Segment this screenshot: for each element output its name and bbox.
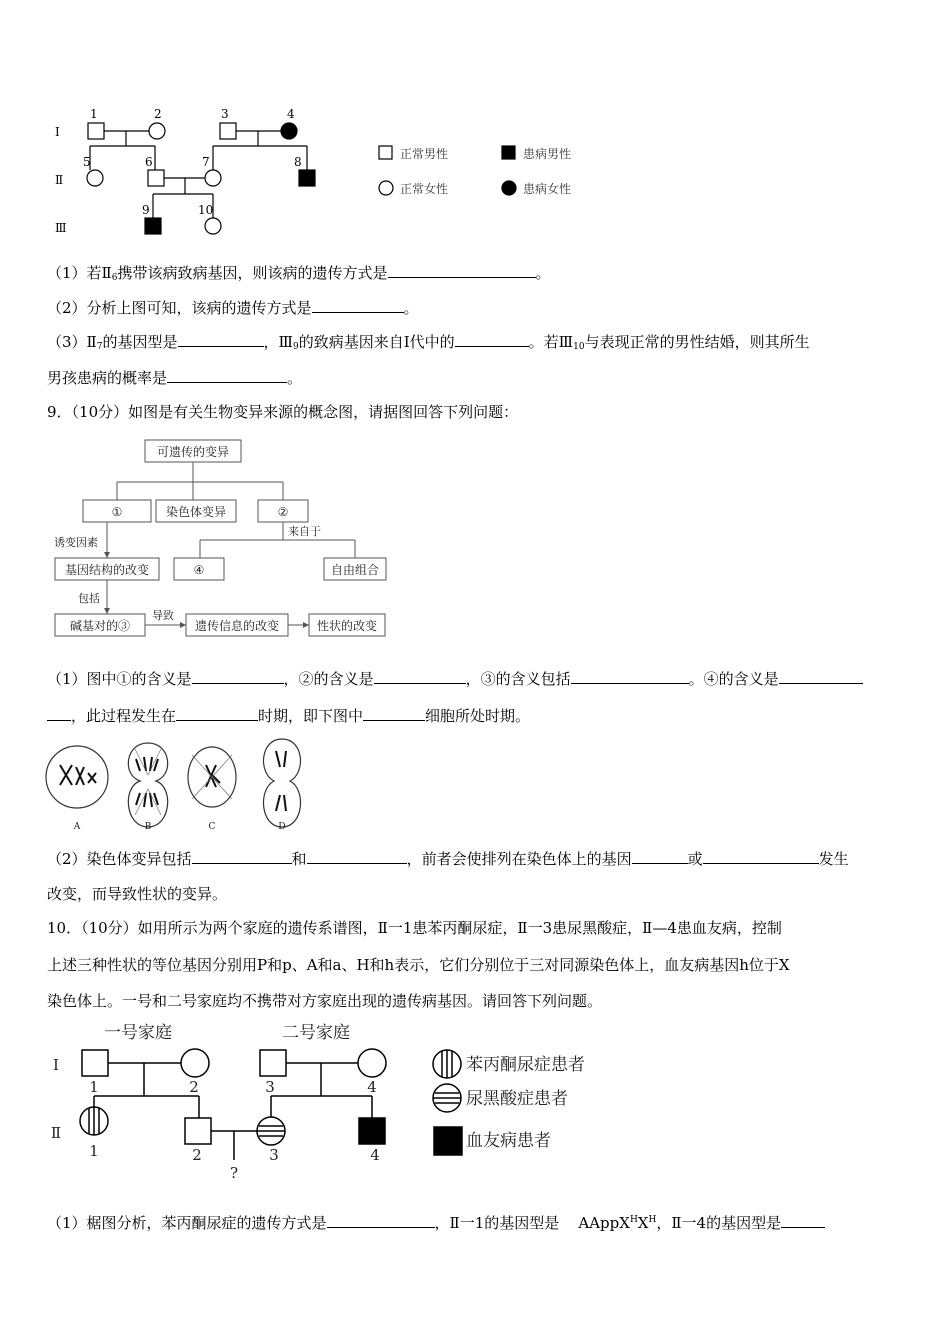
cell-label: A xyxy=(73,822,81,832)
q8-person-number: 4 xyxy=(287,107,295,121)
cell-label: D xyxy=(278,822,286,832)
cm-lead-label: 导致 xyxy=(152,609,174,622)
cm-gene-change-label: 基因结构的改变 xyxy=(64,563,150,577)
q8-ii6-normal-male xyxy=(148,170,164,186)
q8-i2-normal-female xyxy=(149,123,165,139)
cell-a xyxy=(46,746,108,808)
cm-base-label: 碱基对的③ xyxy=(69,619,131,633)
q8-ii7-normal-female xyxy=(205,170,221,186)
q8-gen-label: Ⅱ xyxy=(55,173,64,187)
q10-number: 4 xyxy=(367,1078,377,1096)
legend-affected-male-icon xyxy=(502,146,515,159)
q10-gen-label: Ⅰ xyxy=(53,1056,59,1074)
q10-f1-i2-female xyxy=(181,1049,209,1077)
q8-i4-affected-female xyxy=(281,123,297,139)
q10-f2-i4-female xyxy=(358,1049,386,1077)
q10-stem-line3: 染色体上。一号和二号家庭均不携带对方家庭出现的遗传病基因。请回答下列问题。 xyxy=(47,992,603,1010)
q10-stem-line2: 上述三种性状的等位基因分别用P和p、A和a、H和h表示，它们分别位于三对同源染色体上，血友病基因h位于X xyxy=(47,956,790,974)
q8-person-number: 1 xyxy=(90,107,98,121)
cm-from-label: 来自于 xyxy=(288,525,321,538)
cm-include-label: 包括 xyxy=(78,592,100,605)
q10-ii4-hemophilia-male xyxy=(359,1118,385,1144)
q9-stem: 9．（10分）如图是有关生物变异来源的概念图，请据图回答下列问题： xyxy=(47,403,519,421)
cm-2-label: ② xyxy=(277,505,289,519)
q10-number: 2 xyxy=(189,1078,199,1096)
q8-person-number: 8 xyxy=(294,155,302,169)
q10-question-mark: ? xyxy=(229,1164,239,1182)
q8-gen-label: Ⅰ xyxy=(55,125,60,139)
q8-ii5-normal-female xyxy=(87,170,103,186)
cm-top-label: 可遗传的变异 xyxy=(156,445,230,459)
cm-4-label: ④ xyxy=(193,563,205,577)
q8-sub1: （1）若$Ⅱ_6$携带该病致病基因，则该病的遗传方式是 。 xyxy=(47,264,551,283)
cm-chromosome-label: 染色体变异 xyxy=(165,505,227,519)
q8-iii9-affected-male xyxy=(145,218,161,234)
q10-ii2-male xyxy=(185,1118,211,1144)
q9-cell-diagrams xyxy=(40,735,330,835)
legend-normal-male-icon xyxy=(379,146,392,159)
q8-person-number: 6 xyxy=(145,155,153,169)
cm-mutagen-label: 诱变因素 xyxy=(54,536,98,549)
q9-sub1: （1）图中①的含义是 ，②的含义是 ，③的含义包括 。④的含义是 xyxy=(47,668,863,689)
q8-sub3-line2: 男孩患病的概率是 。 xyxy=(47,369,303,387)
q8-person-number: 5 xyxy=(83,155,91,169)
q10-legend-hemophilia: 血友病患者 xyxy=(466,1131,551,1151)
q8-i1-normal-male xyxy=(88,123,104,139)
q10-legend-pku: 苯丙酮尿症患者 xyxy=(466,1055,585,1075)
q10-sub1: （1）椐图分析，苯丙酮尿症的遗传方式是 ，Ⅱ一1的基因型是 $AAppX^HX^H$，Ⅱ一4的基因型是 xyxy=(47,1210,825,1233)
q8-gen-label: Ⅲ xyxy=(55,221,67,235)
cm-trait-label: 性状的改变 xyxy=(316,619,378,633)
q10-number: 3 xyxy=(269,1146,279,1164)
legend-affected-female-label: 患病女性 xyxy=(523,182,572,196)
q8-person-number: 10 xyxy=(198,203,214,217)
legend-hemophilia-icon xyxy=(434,1127,462,1155)
legend-normal-male-label: 正常男性 xyxy=(400,147,449,161)
q9-concept-map xyxy=(50,436,395,641)
q8-iii10-normal-female xyxy=(205,218,221,234)
q8-person-number: 3 xyxy=(221,107,229,121)
q10-number: 3 xyxy=(265,1078,275,1096)
q8-person-number: 2 xyxy=(154,107,162,121)
legend-affected-female-icon xyxy=(502,181,516,195)
cm-free-label: 自由组合 xyxy=(330,563,380,577)
q8-ii8-affected-male xyxy=(299,170,315,186)
cell-label: C xyxy=(208,822,216,832)
q9-sub2: （2）染色体变异包括 和 ，前者会使排列在染色体上的基因 或 发生 xyxy=(47,850,849,868)
q10-gen-label: Ⅱ xyxy=(50,1124,62,1142)
q8-sub2: （2）分析上图可知，该病的遗传方式是 。 xyxy=(47,299,419,317)
cell-b xyxy=(128,743,167,827)
q10-number: 2 xyxy=(192,1146,202,1164)
q8-person-number: 9 xyxy=(142,203,150,217)
q8-pedigree-figure xyxy=(45,100,605,245)
q8-person-number: 7 xyxy=(202,155,210,169)
q10-pedigree-figure xyxy=(44,1018,604,1188)
q10-number: 4 xyxy=(370,1146,380,1164)
legend-normal-female-label: 正常女性 xyxy=(400,182,449,196)
legend-normal-female-icon xyxy=(379,181,393,195)
q8-sub3: $(3)Ⅱ_7$的基因型是 ，$Ⅲ_9$的致病基因来自Ⅰ代中的 。若$Ⅲ_{10}$与表现正常的男性结婚，则其所生 xyxy=(47,333,810,352)
q10-family1-label: 一号家庭 xyxy=(104,1023,172,1043)
cm-info-label: 遗传信息的改变 xyxy=(194,619,280,633)
q10-number: 1 xyxy=(89,1078,99,1096)
q9-sub1-line2: ，此过程发生在 时期，即下图中 细胞所处时期。 xyxy=(47,705,530,726)
q10-legend-alkaptonuria: 尿黑酸症患者 xyxy=(466,1089,568,1109)
q10-f2-i3-male xyxy=(260,1050,286,1076)
q10-f1-i1-male xyxy=(82,1050,108,1076)
q9-sub2-line2: 改变，而导致性状的变异。 xyxy=(47,885,228,903)
q8-i3-normal-male xyxy=(220,123,236,139)
cm-1-label: ① xyxy=(111,505,123,519)
q10-number: 1 xyxy=(89,1142,99,1160)
q10-stem-line1: 10．（10分）如用所示为两个家庭的遗传系谱图，Ⅱ一1患苯丙酮尿症，Ⅱ一3患尿黑酸症，Ⅱ—4患血友病，控制 xyxy=(47,919,782,937)
cell-d xyxy=(264,739,301,827)
legend-affected-male-label: 患病男性 xyxy=(523,147,572,161)
q10-family2-label: 二号家庭 xyxy=(282,1023,350,1043)
cell-label: B xyxy=(144,822,152,832)
